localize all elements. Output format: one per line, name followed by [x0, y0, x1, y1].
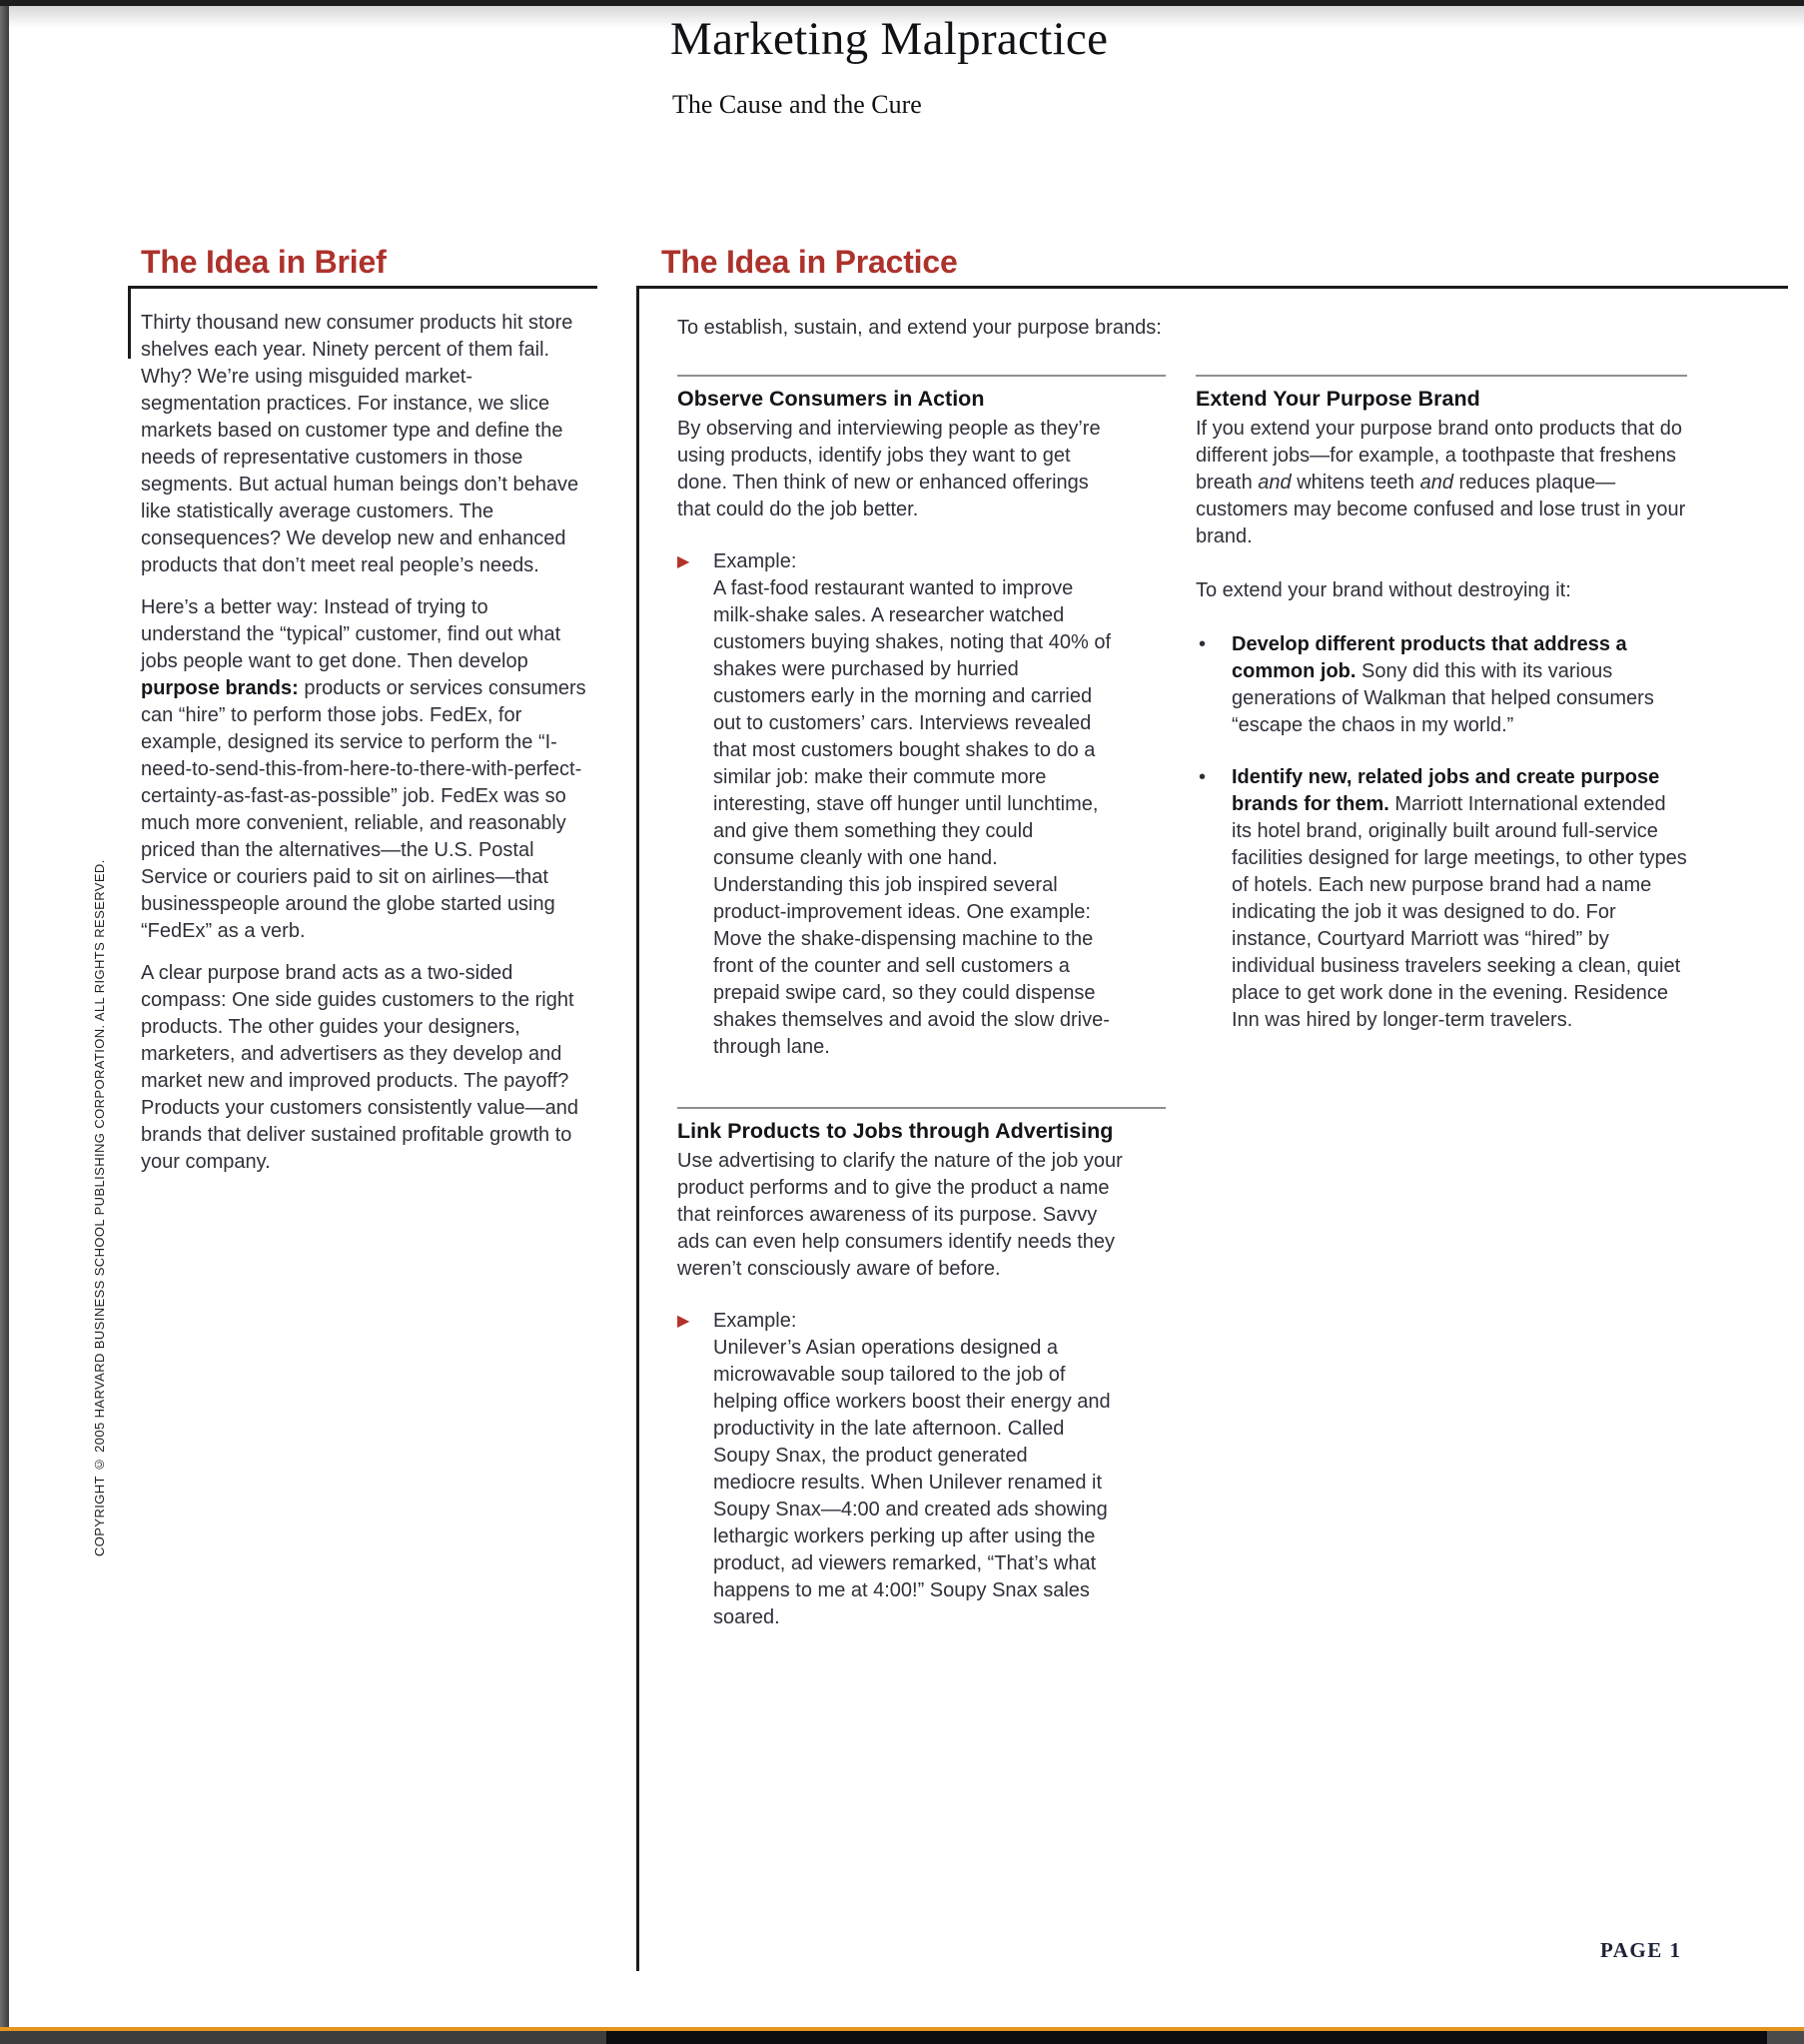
idea-in-practice-section	[636, 244, 1791, 1971]
brief-heading-rule	[128, 286, 597, 289]
idea-in-practice-heading: The Idea in Practice	[661, 244, 958, 280]
section-divider	[677, 375, 1166, 377]
bullet-item	[1196, 764, 1687, 1034]
purpose-brand-bullets	[1196, 631, 1687, 1034]
link-section-heading: Link Products to Jobs through Advertising	[677, 1119, 1114, 1143]
link-section	[677, 1107, 1166, 1631]
brief-body	[141, 310, 592, 1176]
example-label-row	[677, 1308, 1166, 1335]
extend-section-body: If you extend your purpose brand onto products that do different jobs—for example, a toothpaste that freshens breath and whitens teeth and reduces plaque—customers may become confused and lose trust in your brand.	[1196, 418, 1686, 547]
extend-section-heading: Extend Your Purpose Brand	[1196, 387, 1480, 411]
page-left-edge	[0, 0, 9, 2028]
section-divider	[1196, 375, 1687, 377]
article-title: Marketing Malpractice	[670, 13, 1109, 65]
practice-right-column	[1196, 375, 1687, 1059]
bullet-marker: •	[1199, 766, 1207, 788]
example-label: Example:	[713, 1310, 797, 1332]
observe-example-text: A fast-food restaurant wanted to improve milk-shake sales. A researcher watched customers buying shakes, noting that 40% of shakes were purchased by hurried customers early in the morning and carried out to customers’ cars. Interviews revealed that most customers bought shakes to do a similar job: make their commute more interesting, stave off hunger until lunchtime, and give them something they could consume cleanly with one hand. Understanding this job inspired several product-improvement ideas. One example: Move the shake-dispensing machine to the front of the counter and sell customers a prepaid swipe card, so they could dispense shakes themselves and avoid the slow drive-through lane.	[713, 577, 1112, 1058]
brief-paragraph: Here’s a better way: Instead of trying to understand the “typical” customer, find out what jobs people want to get done. Then develop purpose brands: products or services consumers can “hire” to perform those jobs. FedEx, for example, designed its service to perform the “I-need-to-send-this-from-here-to-there-with-perfect-certainty-as-fast-as-possible” job. FedEx was so much more convenient, reliable, and reasonably priced than the alternatives—the U.S. Postal Service or couriers paid to sit on airlines—that businesspeople around the globe started using “FedEx” as a verb.	[141, 596, 586, 942]
idea-in-brief-section	[128, 244, 597, 1191]
practice-intro: To establish, sustain, and extend your purpose brands:	[677, 317, 1162, 339]
section-divider	[677, 1107, 1166, 1109]
footer-bar-left-segment	[0, 2031, 606, 2044]
observe-example-block	[677, 548, 1166, 1061]
observe-section-heading: Observe Consumers in Action	[677, 387, 985, 411]
bullet-marker: •	[1199, 633, 1207, 655]
brief-paragraph: A clear purpose brand acts as a two-sided compass: One side guides customers to the right products. The other guides your designers, marketers, and advertisers as they develop and market new and improved products. The payoff? Products your customers consistently value—and brands that deliver sustained profitable growth to your company.	[141, 962, 578, 1173]
link-section-body: Use advertising to clarify the nature of the job your product performs and to give the product a name that reinforces awareness of its purpose. Savvy ads can even help consumers identify needs they weren’t consciously aware of before.	[677, 1150, 1123, 1280]
example-label: Example:	[713, 550, 797, 572]
footer-bar-right-segment	[1767, 2031, 1804, 2044]
brief-corner-tick	[128, 289, 131, 359]
page-number-label: PAGE 1	[1600, 1938, 1682, 1962]
link-example-block	[677, 1308, 1166, 1631]
extend-subintro: To extend your brand without destroying it:	[1196, 579, 1571, 601]
example-arrow-icon: ▶	[677, 553, 690, 570]
idea-in-brief-heading: The Idea in Brief	[141, 244, 387, 280]
example-label-row	[677, 548, 1166, 575]
bullet-text: Identify new, related jobs and create purpose brands for them. Marriott International extended its hotel brand, originally built around full-service facilities designed for large meetings, to other types of hotels. Each new purpose brand had a name indicating the job it was designed to do. For instance, Courtyard Marriott was “hired” by individual business travelers seeking a clean, quiet place to get work done in the evening. Residence Inn was hired by longer-term travelers.	[1232, 766, 1687, 1031]
copyright-vertical-text: COPYRIGHT © 2005 HARVARD BUSINESS SCHOOL PUBLISHING CORPORATION. ALL RIGHTS RESERVED.	[92, 859, 107, 1556]
article-subtitle: The Cause and the Cure	[672, 90, 922, 119]
observe-section-body: By observing and interviewing people as they’re using products, identify jobs they want to get done. Then think of new or enhanced offerings that could do the job better.	[677, 418, 1101, 520]
brief-paragraph: Thirty thousand new consumer products hit store shelves each year. Ninety percent of them fail. Why? We’re using misguided market-segmentation practices. For instance, we slice markets based on customer type and define the needs of representative customers in those segments. But actual human beings don’t behave like statistically average customers. The consequences? We develop new and enhanced products that don’t meet real people’s needs.	[141, 312, 579, 576]
link-example-text: Unilever’s Asian operations designed a microwavable soup tailored to the job of helping office workers boost their energy and productivity in the late afternoon. Called Soupy Snax, the product generated mediocre results. When Unilever renamed it Soupy Snax—4:00 and created ads showing lethargic workers perking up after using the product, ad viewers remarked, “That’s what happens to me at 4:00!” Soupy Snax sales soared.	[713, 1337, 1111, 1628]
bullet-text: Develop different products that address a common job. Sony did this with its various generations of Walkman that helped consumers “escape the chaos in my world.”	[1232, 633, 1654, 736]
practice-middle-column	[677, 375, 1166, 1631]
practice-bordered-box	[636, 286, 1788, 1971]
bullet-item	[1196, 631, 1687, 739]
example-arrow-icon: ▶	[677, 1313, 690, 1330]
